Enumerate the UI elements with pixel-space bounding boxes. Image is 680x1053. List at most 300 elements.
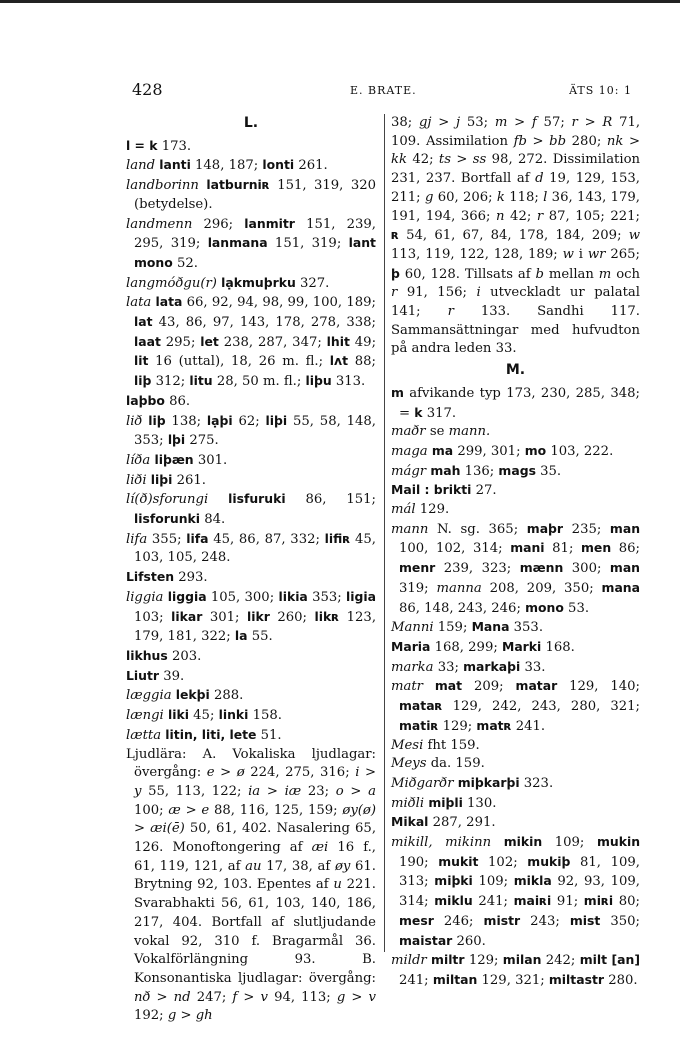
runic-form: lisforunki bbox=[134, 511, 201, 527]
headword: Mesi bbox=[391, 737, 424, 753]
runic-form: lonti bbox=[262, 157, 295, 173]
runic-form: mukin bbox=[596, 834, 641, 850]
reference-text: 203. bbox=[167, 648, 202, 664]
index-entry bbox=[391, 638, 640, 658]
headword: R bbox=[602, 115, 613, 130]
top-border-rule bbox=[0, 0, 680, 3]
runic-form: Liutr bbox=[126, 667, 159, 683]
reference-text: 27. bbox=[471, 483, 497, 499]
reference-text: i bbox=[573, 246, 588, 262]
reference-text: 159; bbox=[433, 620, 472, 636]
headword: æ bbox=[168, 802, 181, 818]
headword: Miðgarðr bbox=[391, 775, 454, 791]
runic-form: mat bbox=[434, 678, 463, 694]
runic-form: mani bbox=[510, 540, 545, 556]
reference-text: 355; bbox=[147, 531, 187, 547]
runic-form: lant mono bbox=[134, 235, 376, 270]
headword: lætta bbox=[126, 727, 162, 743]
reference-text: 109; bbox=[472, 874, 514, 890]
reference-text: 86; bbox=[611, 541, 640, 557]
reference-text: 133. Sandhi 117. Sammansättningar med hufvudton på andra leden 33. bbox=[391, 304, 640, 357]
reference-text: 109; bbox=[542, 835, 597, 851]
reference-text: 208, 209, 350; bbox=[481, 580, 602, 596]
headword: mikill, mikinn bbox=[391, 835, 492, 851]
reference-text: 350; bbox=[600, 913, 640, 929]
reference-text: 288. bbox=[209, 688, 244, 704]
reference-text: 148, 187; bbox=[190, 158, 263, 174]
reference-text: 84. bbox=[200, 512, 226, 528]
headword: lata bbox=[126, 295, 152, 311]
reference-text: och bbox=[611, 266, 641, 282]
reference-text: 105, 300; bbox=[206, 589, 279, 605]
index-entry bbox=[126, 706, 376, 726]
runic-form: Mikal bbox=[391, 814, 429, 830]
reference-text: 247; bbox=[190, 989, 233, 1005]
headword: ia bbox=[248, 783, 261, 799]
reference-text: 151, 239, 295, 319; bbox=[134, 216, 376, 252]
reference-text: 296; bbox=[192, 216, 245, 232]
left-entry-list bbox=[126, 137, 376, 1026]
headword: gj bbox=[418, 115, 432, 130]
index-entry bbox=[126, 530, 376, 568]
index-entry bbox=[126, 471, 376, 491]
headword: f bbox=[232, 989, 238, 1005]
headword: u bbox=[333, 877, 342, 893]
section-heading-m: M. bbox=[505, 362, 526, 379]
reference-text: 319; bbox=[399, 580, 437, 596]
reference-text: 138; bbox=[165, 413, 207, 429]
reference-text: 190; bbox=[399, 854, 439, 870]
runic-form: mikla bbox=[513, 873, 552, 889]
runic-form: liþæn bbox=[154, 451, 194, 467]
reference-text: 94, 113; bbox=[267, 989, 337, 1005]
reference-text: da. 159. bbox=[426, 756, 485, 772]
index-entry bbox=[391, 794, 640, 814]
runic-form: milan bbox=[502, 952, 542, 968]
runic-form: lạþi bbox=[206, 412, 233, 428]
runic-form: mataʀ bbox=[399, 698, 443, 714]
reference-text: N. sg. 365; bbox=[428, 521, 527, 537]
reference-text bbox=[491, 835, 504, 850]
reference-text: 39. bbox=[159, 668, 185, 684]
index-entry bbox=[126, 686, 376, 706]
index-entry bbox=[391, 618, 640, 638]
headword: r bbox=[391, 285, 398, 301]
index-entry bbox=[126, 746, 376, 1027]
headword: j bbox=[456, 115, 461, 130]
headword: b bbox=[535, 266, 544, 282]
running-title: E. BRATE. bbox=[350, 84, 417, 97]
runic-form: mistr bbox=[483, 912, 521, 928]
runic-form: miþki bbox=[434, 873, 473, 889]
reference-text: 16 (uttal), 18, 26 m. fl.; bbox=[148, 354, 330, 370]
reference-text: 130. bbox=[462, 795, 497, 811]
reference-text: 238, 287, 347; bbox=[218, 334, 327, 350]
reference-text: 158. bbox=[248, 708, 282, 724]
index-entry bbox=[391, 755, 640, 774]
runic-form: likr bbox=[246, 608, 270, 624]
reference-text: 92, 93, 109, 314; bbox=[399, 874, 641, 910]
headword: d bbox=[535, 171, 544, 187]
headword: au bbox=[245, 858, 262, 874]
runic-form: lifa bbox=[186, 530, 209, 546]
reference-text: 55, 58, 148, 353; bbox=[134, 413, 376, 449]
runic-form: lata bbox=[155, 294, 183, 310]
headword: øy bbox=[334, 858, 351, 874]
reference-text: > bbox=[507, 115, 532, 130]
runic-form: mænn bbox=[519, 560, 564, 576]
reference-text: 81; bbox=[544, 541, 582, 557]
index-entry bbox=[126, 137, 376, 157]
runic-form: m bbox=[391, 384, 404, 400]
reference-text: 42; bbox=[504, 208, 537, 224]
headword: lifa bbox=[126, 531, 148, 547]
headword: l bbox=[543, 189, 548, 205]
reference-text bbox=[423, 679, 435, 694]
headword: v bbox=[260, 989, 268, 1005]
reference-text: 52. bbox=[172, 255, 198, 271]
reference-text: afvikande typ 173, 230, 285, 348; = bbox=[399, 385, 640, 421]
headword: n bbox=[496, 208, 505, 224]
runic-form: mono bbox=[525, 599, 564, 615]
left-column bbox=[126, 112, 376, 1026]
reference-text: 261. bbox=[294, 158, 328, 174]
reference-text: 300; bbox=[563, 561, 610, 577]
runic-form: mukit bbox=[438, 853, 479, 869]
runic-form: Marki bbox=[501, 638, 542, 654]
reference-text: 43, 86, 97, 143, 178, 278, 338; bbox=[152, 315, 376, 331]
journal-reference: ÄTS 10: 1 bbox=[569, 84, 632, 97]
reference-text: > bbox=[343, 783, 369, 799]
runic-form: miþkarþi bbox=[457, 774, 520, 790]
reference-text: 98, 272. Dissimilation 231, 237. Bortfall af bbox=[391, 152, 641, 187]
headword: ts bbox=[438, 152, 451, 168]
reference-text: 36, 143, 179, 191, 194, 366; bbox=[391, 189, 641, 224]
runic-form: þ bbox=[391, 265, 400, 281]
runic-form: men bbox=[581, 540, 612, 556]
column-divider bbox=[384, 114, 385, 952]
reference-text: 86, 148, 243, 246; bbox=[399, 600, 526, 616]
runic-form: lanmitr bbox=[244, 215, 295, 231]
reference-text bbox=[208, 492, 228, 507]
headword: marka bbox=[391, 659, 434, 675]
headword: matr bbox=[391, 679, 423, 695]
reference-text: > bbox=[345, 989, 369, 1005]
headword: maðr bbox=[391, 424, 426, 440]
index-entry bbox=[391, 520, 640, 619]
reference-text: 301. bbox=[193, 452, 228, 468]
runic-form: Lifsten bbox=[126, 569, 175, 585]
reference-text: 323. bbox=[519, 775, 554, 791]
reference-text: 312; bbox=[151, 374, 190, 390]
headword: miðli bbox=[391, 795, 425, 811]
reference-text: 136; bbox=[460, 463, 499, 479]
reference-text: 55, 113, 122; bbox=[141, 783, 249, 799]
reference-text: 168, 299; bbox=[430, 639, 502, 655]
reference-text: > bbox=[176, 1008, 196, 1024]
headword: e bbox=[201, 802, 210, 818]
reference-text: 129, 321; bbox=[477, 972, 549, 988]
index-entry bbox=[391, 833, 640, 951]
headword: langmóðgu(r) bbox=[126, 275, 217, 291]
page-header bbox=[132, 80, 640, 100]
reference-text: 293. bbox=[174, 570, 208, 586]
index-entry bbox=[391, 813, 640, 833]
reference-text: 224, 275, 316; bbox=[244, 765, 356, 781]
reference-text: mellan bbox=[543, 266, 599, 282]
headword: f bbox=[531, 115, 537, 130]
reference-text: 50, 61, 402. Nasalering 65, 126. Monoftongering af bbox=[134, 821, 377, 856]
reference-text: 19, 129, 153, 211; bbox=[391, 171, 640, 205]
reference-text: 261. bbox=[172, 472, 206, 488]
reference-text: 61. Brytning 92, 103. Epentes af bbox=[134, 858, 376, 893]
headword: g bbox=[424, 189, 434, 205]
runic-form: laþbo bbox=[126, 392, 165, 408]
runic-form: lit bbox=[134, 353, 149, 369]
runic-form: Mail : brikti bbox=[391, 482, 472, 498]
reference-text: 118; bbox=[504, 189, 544, 205]
runic-form: matar bbox=[515, 678, 558, 694]
reference-text: 173. bbox=[157, 138, 192, 154]
reference-text: > bbox=[451, 152, 473, 168]
headword: r bbox=[536, 208, 544, 224]
headword: Meys bbox=[391, 756, 427, 772]
runic-form: liþu bbox=[305, 373, 332, 389]
headword: mál bbox=[391, 502, 416, 518]
runic-form: Mana bbox=[471, 619, 510, 635]
index-entry bbox=[391, 737, 640, 756]
headword: r bbox=[571, 115, 578, 130]
headword: ss bbox=[472, 152, 487, 168]
index-entry bbox=[126, 490, 376, 529]
runic-form: likia bbox=[278, 588, 308, 604]
reference-text: 16 f., 61, 119, 121, af bbox=[134, 840, 376, 874]
headword: nð bbox=[134, 989, 151, 1005]
headword: mágr bbox=[391, 463, 427, 479]
reference-text: 71, 109. Assimilation bbox=[391, 115, 641, 149]
headword: o bbox=[335, 783, 344, 799]
headword: gh bbox=[195, 1008, 213, 1024]
runic-form: mana bbox=[601, 579, 640, 595]
runic-form: milt [an] bbox=[579, 952, 641, 968]
section-heading-l: L. bbox=[243, 115, 259, 131]
runic-form: man bbox=[609, 520, 641, 536]
runic-form: ligia bbox=[346, 588, 376, 604]
index-entry bbox=[391, 442, 640, 462]
reference-text: 151, 319; bbox=[267, 236, 349, 252]
reference-text: 60, 128. Tillsats af bbox=[399, 266, 536, 282]
index-entry bbox=[391, 423, 640, 442]
reference-text: 353; bbox=[307, 589, 347, 605]
runic-form: miklu bbox=[434, 893, 473, 909]
headword: mann. bbox=[448, 424, 491, 440]
reference-text: 45; bbox=[188, 708, 219, 724]
reference-text: Ljudlära: A. Vokaliska ljudlagar: övergång: bbox=[126, 746, 376, 781]
runic-form: lʌt bbox=[329, 353, 349, 369]
headword: fb bbox=[513, 133, 527, 149]
reference-text: 45, 86, 87, 332; bbox=[208, 531, 325, 547]
reference-text: 168. bbox=[541, 639, 575, 655]
index-entry bbox=[391, 384, 640, 423]
reference-text: 192; bbox=[134, 1008, 168, 1024]
runic-form: lifiʀ bbox=[324, 530, 351, 546]
runic-form: liþ bbox=[134, 373, 152, 389]
reference-text: 353. bbox=[509, 620, 544, 636]
runic-form: mikin bbox=[503, 834, 543, 850]
runic-form: likar bbox=[171, 608, 203, 624]
reference-text: 129, 140; bbox=[557, 679, 640, 695]
runic-form: likʀ bbox=[314, 608, 340, 624]
runic-form: mags bbox=[498, 462, 536, 478]
runic-form: miltan bbox=[432, 971, 478, 987]
runic-form: litu bbox=[189, 373, 213, 389]
reference-text: 241. bbox=[511, 718, 546, 734]
runic-form: mah bbox=[430, 462, 461, 478]
runic-form: liki bbox=[167, 707, 189, 723]
reference-text: > bbox=[359, 765, 377, 781]
headword: e bbox=[206, 765, 215, 781]
reference-text: > bbox=[577, 115, 603, 130]
reference-text: > bbox=[180, 802, 202, 818]
reference-text: 88; bbox=[348, 354, 376, 370]
reference-text: 100; bbox=[134, 802, 169, 818]
reference-text: 81, 109, 313; bbox=[399, 854, 640, 890]
reference-text: utveckladt ur palatal 141; bbox=[391, 285, 640, 320]
reference-text: 91, 156; bbox=[397, 285, 477, 301]
reference-text: se bbox=[425, 424, 449, 440]
runic-form: lạkmuþrku bbox=[221, 274, 296, 290]
reference-text: 113, 119, 122, 128, 189; bbox=[391, 246, 563, 262]
headword: v bbox=[368, 989, 376, 1005]
reference-text: 87, 105; 221; bbox=[543, 208, 640, 224]
headword: land bbox=[126, 158, 156, 174]
headword: w bbox=[562, 246, 574, 262]
reference-text: fht 159. bbox=[423, 737, 480, 753]
headword: manna bbox=[436, 580, 482, 596]
headword: i bbox=[476, 285, 481, 301]
reference-text: 295; bbox=[160, 334, 201, 350]
reference-text: 280. bbox=[604, 972, 638, 988]
runic-form: mesr bbox=[399, 912, 434, 928]
index-entry bbox=[391, 951, 640, 990]
reference-text: 53; bbox=[460, 115, 495, 130]
index-entry bbox=[391, 501, 640, 520]
reference-text: 246; bbox=[433, 913, 484, 929]
index-entry bbox=[126, 392, 376, 412]
reference-text: 80; bbox=[613, 894, 641, 910]
reference-text: 241; bbox=[472, 894, 514, 910]
reference-text: 51. bbox=[256, 727, 282, 743]
index-entry bbox=[126, 568, 376, 588]
reference-text: 17, 38, af bbox=[261, 858, 335, 874]
reference-text: 239, 323; bbox=[435, 561, 520, 577]
right-column bbox=[391, 114, 640, 991]
reference-text: 53. bbox=[563, 600, 590, 616]
index-entry bbox=[126, 156, 376, 176]
reference-text: 49; bbox=[349, 334, 377, 350]
index-entry bbox=[391, 462, 640, 482]
headword: bb bbox=[549, 133, 567, 149]
runic-form: maþr bbox=[526, 520, 564, 536]
index-entry bbox=[126, 412, 376, 451]
headword: r bbox=[447, 304, 454, 320]
runic-form: laat bbox=[134, 333, 161, 349]
continued-entry-list bbox=[391, 114, 640, 359]
headword: nd bbox=[173, 989, 191, 1005]
runic-form: linki bbox=[218, 707, 249, 723]
page-number: 428 bbox=[132, 80, 163, 99]
headword: liði bbox=[126, 472, 147, 488]
reference-text: 265; bbox=[605, 246, 640, 262]
reference-text: 88, 116, 125, 159; bbox=[209, 802, 343, 818]
runic-form: lhit bbox=[326, 333, 350, 349]
reference-text: 235; bbox=[563, 521, 610, 537]
reference-text: 42; bbox=[406, 152, 439, 168]
reference-text: 209; bbox=[462, 679, 516, 695]
runic-form: mo bbox=[524, 442, 547, 458]
runic-form: matʀ bbox=[476, 717, 512, 733]
runic-form: lekþi bbox=[175, 687, 210, 703]
runic-form: mist bbox=[569, 912, 601, 928]
reference-text: > bbox=[214, 765, 237, 781]
index-entry bbox=[126, 215, 376, 274]
headword: líða bbox=[126, 452, 151, 468]
runic-form: liggia bbox=[167, 588, 207, 604]
runic-form: miltr bbox=[431, 952, 465, 968]
runic-form: ma bbox=[431, 442, 454, 458]
index-entry bbox=[391, 774, 640, 794]
headword: lið bbox=[126, 413, 143, 429]
reference-text: 317. bbox=[422, 405, 457, 421]
reference-text: 38; bbox=[391, 115, 419, 130]
runic-form: ʀ bbox=[391, 227, 399, 243]
runic-form: maiʀi bbox=[513, 893, 552, 909]
runic-form: likhus bbox=[126, 647, 168, 663]
runic-form: litin, liti, lete bbox=[165, 726, 257, 742]
runic-form: maistar bbox=[399, 932, 453, 948]
headword: wr bbox=[587, 246, 606, 262]
runic-form: miltastr bbox=[548, 971, 604, 987]
headword: a bbox=[368, 783, 377, 799]
index-entry bbox=[391, 481, 640, 501]
reference-text: 280; bbox=[566, 133, 607, 149]
headword: m bbox=[494, 115, 508, 130]
reference-text: > bbox=[237, 989, 261, 1005]
runic-form: lanmana bbox=[207, 235, 268, 251]
headword: liggia bbox=[126, 589, 164, 605]
headword: k bbox=[496, 189, 505, 205]
runic-form: lat bbox=[134, 314, 153, 330]
reference-text: 129. bbox=[415, 502, 450, 518]
headword: øy(ø) > æi(ē) bbox=[134, 802, 376, 837]
reference-text: 62; bbox=[232, 413, 266, 429]
headword: nk bbox=[606, 133, 624, 149]
runic-form: miʀi bbox=[583, 893, 614, 909]
headword: lí(ð)sforungi bbox=[126, 492, 209, 508]
reference-text: > bbox=[260, 783, 285, 799]
index-entry bbox=[126, 647, 376, 667]
headword: læggia bbox=[126, 688, 172, 704]
reference-text: 129; bbox=[438, 718, 477, 734]
runic-form: latburniʀ bbox=[206, 177, 270, 193]
runic-form: la bbox=[234, 628, 248, 644]
reference-text: 123, 179, 181, 322; bbox=[134, 609, 377, 645]
headword: landborinn bbox=[126, 178, 199, 194]
reference-text: 129, 242, 243, 280, 321; bbox=[442, 699, 640, 715]
runic-form: lisfuruki bbox=[228, 491, 286, 507]
reference-text: 33; bbox=[433, 659, 464, 675]
reference-text: 35. bbox=[535, 463, 562, 479]
